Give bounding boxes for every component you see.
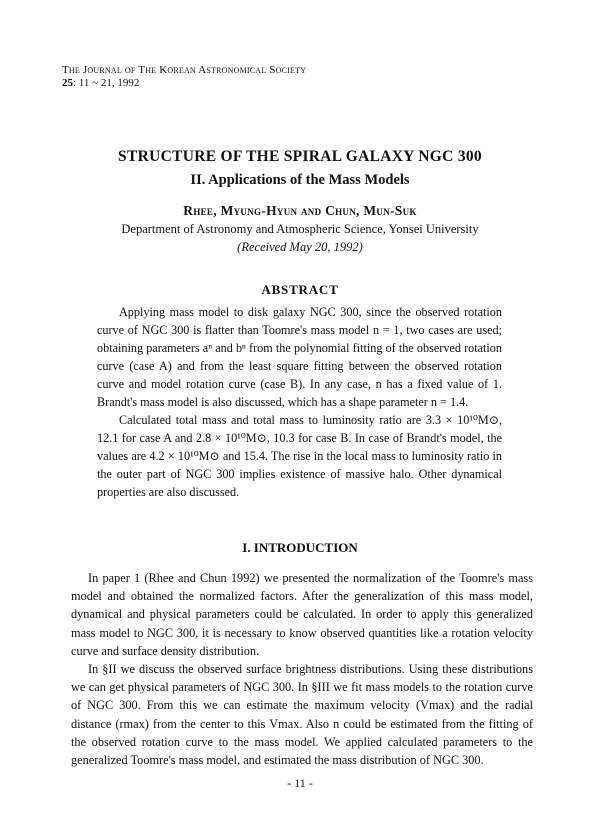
paper-subtitle: II. Applications of the Mass Models [190,172,410,188]
introduction-paragraph-1 [71,569,533,660]
journal-name: The Journal of The Korean Astronomical Society [62,64,307,76]
paper-title: STRUCTURE OF THE SPIRAL GALAXY NGC 300 [118,148,482,165]
journal-header [62,64,306,90]
introduction-heading: I. INTRODUCTION [242,540,358,555]
paper-affiliation: Department of Astronomy and Atmospheric Science, Yonsei University [121,222,479,236]
introduction-text-1: In paper 1 (Rhee and Chun 1992) we presented the normalization of the Toomre's mass model and obtained the normalized factors. After the generalization of this mass model, dynamical and physical parameters could be calculated. In order to apply this generalized mass model to NGC 300, it is necessary to know observed quantities like a rotation velocity curve and surface density distribution. [71,571,533,658]
abstract-paragraph-1 [97,303,502,411]
journal-volume-line [62,77,306,90]
page-number: - 11 - [287,776,313,790]
abstract-paragraph-2 [97,411,502,501]
abstract-text-1: Applying mass model to disk galaxy NGC 300, since the observed rotation curve of NGC 300 is flatter than Toomre's mass model n = 1, two cases are used; obtaining parameters aⁿ and bⁿ from the polynomial fitting of the observed rotation curve (case A) and from the least square fitting between the observed rotation curve and model rotation curve (case B). In any case, n has a fixed value of 1. Brandt's mass model is also discussed, which has a shape parameter n = 1.4. [97,305,502,409]
journal-pages-year: : 11 ~ 21, 1992 [73,77,140,89]
paper-authors: Rhee, Myung-Hyun and Chun, Mun-Suk [183,203,417,218]
introduction-paragraph-2 [71,660,533,769]
introduction-text-2: In §II we discuss the observed surface brightness distributions. Using these distributions we can get physical parameters of NGC 300. In §III we fit mass models to the rotation curve of NGC 300. From this we can estimate the maximum velocity (Vmax) and the radial distance (rmax) from the center to this Vmax. Also n could be estimated from the fitting of the observed rotation curve to the mass model. We applied calculated parameters to the generalized Toomre's mass model, and estimated the mass distribution of NGC 300. [71,662,533,768]
journal-volume: 25 [62,77,73,89]
abstract-text-2: Calculated total mass and total mass to luminosity ratio are 3.3 × 10¹⁰M⊙, 12.1 for case A and 2.8 × 10¹⁰M⊙, 10.3 for case B. In case of Brandt's model, the values are 4.2 × 10¹⁰M⊙ and 15.4. The rise in the local mass to luminosity ratio in the outer part of NGC 300 implies existence of massive halo. Other dynamical properties are also discussed. [97,413,502,499]
abstract-heading: ABSTRACT [261,282,339,297]
paper-received-date: (Received May 20, 1992) [237,240,363,254]
